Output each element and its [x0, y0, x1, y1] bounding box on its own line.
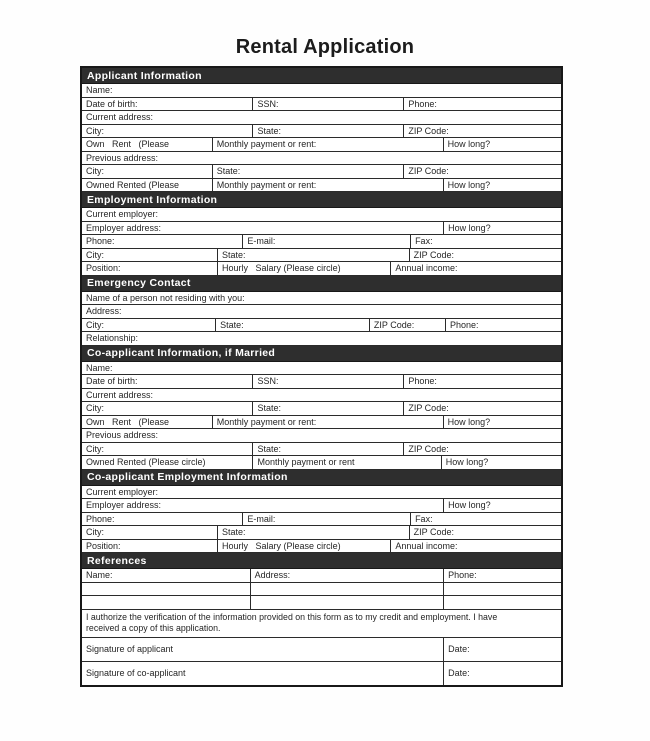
field-state	[253, 443, 404, 456]
field-label: State:	[222, 527, 246, 537]
field-label: Phone:	[450, 319, 479, 330]
field-employer-address	[82, 222, 444, 235]
field-label: Monthly payment or rent:	[216, 179, 317, 190]
field-label: Position:	[86, 263, 121, 273]
date-co-applicant-label: Date:	[448, 668, 470, 678]
field-relationship	[82, 332, 561, 345]
section-header-label: Applicant Information	[87, 69, 202, 82]
form-row	[82, 262, 561, 276]
signature-row-co-applicant	[82, 662, 561, 685]
field-phone	[444, 569, 561, 582]
rental-application-form	[80, 66, 563, 687]
field-phone	[404, 98, 561, 111]
field-zip-code	[410, 526, 561, 539]
field-label: How long?	[447, 179, 491, 190]
field-date-of-birth	[82, 375, 253, 388]
field-label: Annual income:	[395, 540, 458, 551]
section-header-label: References	[87, 554, 147, 567]
field-own-rent-please	[82, 138, 213, 151]
field-label: Phone:	[408, 376, 437, 386]
field-label: Address:	[86, 306, 122, 316]
field-blank	[82, 583, 251, 596]
field-label: Monthly payment or rent:	[216, 139, 317, 149]
field-label: City:	[86, 125, 104, 136]
field-label: State:	[257, 403, 281, 413]
form-sections	[82, 68, 561, 610]
field-label: State:	[257, 125, 281, 136]
field-label: ZIP Code:	[408, 443, 449, 454]
field-current-employer	[82, 486, 561, 499]
field-date-of-birth	[82, 98, 253, 111]
field-date-co-applicant	[444, 662, 561, 685]
field-previous-address	[82, 429, 561, 442]
field-label: Relationship:	[86, 333, 139, 343]
form-row	[82, 362, 561, 376]
form-row	[82, 456, 561, 470]
field-annual-income	[391, 262, 561, 275]
field-label: How long?	[447, 416, 491, 427]
field-label: City:	[86, 319, 104, 330]
field-label: Previous address:	[86, 152, 159, 163]
field-label: City:	[86, 443, 104, 454]
field-e-mail	[243, 235, 411, 248]
field-label: Address:	[254, 570, 291, 580]
field-zip-code	[404, 165, 561, 178]
field-state	[253, 125, 404, 138]
field-e-mail	[243, 513, 411, 526]
section-header-label: Employment Information	[87, 193, 218, 206]
form-row	[82, 526, 561, 540]
field-label: City:	[86, 249, 104, 260]
form-row	[82, 443, 561, 457]
field-city	[82, 165, 213, 178]
field-label: Date of birth:	[86, 376, 138, 386]
form-row	[82, 179, 561, 193]
field-label: Phone:	[86, 513, 115, 524]
field-current-address	[82, 389, 561, 402]
field-monthly-payment-or-rent	[213, 416, 444, 429]
field-how-long	[444, 138, 561, 151]
form-row	[82, 165, 561, 179]
field-city	[82, 443, 253, 456]
field-label: ZIP Code:	[413, 249, 454, 260]
form-row	[82, 332, 561, 346]
field-name	[82, 362, 561, 375]
form-row	[82, 540, 561, 554]
form-row	[82, 596, 561, 610]
field-annual-income	[391, 540, 561, 553]
form-row	[82, 152, 561, 166]
field-current-employer	[82, 208, 561, 221]
field-label: ZIP Code:	[413, 527, 454, 537]
field-phone	[446, 319, 561, 332]
form-row	[82, 249, 561, 263]
field-label: How long?	[447, 139, 491, 149]
field-phone	[404, 375, 561, 388]
field-city	[82, 249, 218, 262]
field-position	[82, 262, 218, 275]
field-zip-code	[404, 402, 561, 415]
field-label: Current address:	[86, 112, 154, 122]
field-label: City:	[86, 166, 104, 176]
acknowledgement-row	[82, 610, 561, 638]
field-label: State:	[216, 166, 241, 176]
field-label: Owned Rented (Please	[86, 179, 180, 190]
field-label: Current employer:	[86, 486, 159, 497]
field-zip-code	[410, 249, 561, 262]
form-row	[82, 305, 561, 319]
field-how-long	[444, 222, 561, 235]
signature-co-applicant-label: Signature of co-applicant	[86, 668, 186, 678]
form-row	[82, 235, 561, 249]
field-label: Hourly Salary (Please circle)	[222, 540, 341, 551]
form-row	[82, 222, 561, 236]
field-state	[213, 165, 405, 178]
field-own-rent-please	[82, 416, 213, 429]
field-employer-address	[82, 499, 444, 512]
section-header-label: Co-applicant Information, if Married	[87, 347, 276, 359]
field-city	[82, 125, 253, 138]
field-name-of-a-person-not-residing-with-you	[82, 292, 561, 305]
field-blank	[251, 596, 445, 609]
field-how-long	[444, 416, 561, 429]
form-row	[82, 84, 561, 98]
field-label: Previous address:	[86, 430, 159, 440]
field-label: SSN:	[257, 376, 279, 386]
field-label: E-mail:	[247, 513, 276, 524]
field-label: Phone:	[448, 570, 477, 580]
section-header-references	[82, 553, 561, 569]
field-name	[82, 84, 561, 97]
section-header-co-applicant-information-if-married	[82, 346, 561, 362]
acknowledgement-text: I authorize the verification of the information provided on this form as to my credit and employment. I have received a copy of this application.	[86, 611, 498, 633]
form-row	[82, 486, 561, 500]
field-label: State:	[257, 443, 281, 454]
section-header-employment-information	[82, 192, 561, 208]
field-position	[82, 540, 218, 553]
signature-row-applicant	[82, 638, 561, 662]
form-row	[82, 513, 561, 527]
field-zip-code	[370, 319, 446, 332]
field-date-applicant	[444, 638, 561, 661]
field-state	[218, 249, 410, 262]
field-label: Name of a person not residing with you:	[86, 292, 245, 303]
field-phone	[82, 513, 243, 526]
field-city	[82, 526, 218, 539]
form-row	[82, 499, 561, 513]
field-label: Monthly payment or rent:	[216, 416, 317, 427]
field-owned-rented-please	[82, 179, 213, 192]
field-label: ZIP Code:	[408, 403, 449, 413]
field-address	[82, 305, 561, 318]
field-zip-code	[404, 125, 561, 138]
field-label: SSN:	[257, 98, 279, 109]
field-label: Current address:	[86, 389, 154, 400]
field-phone	[82, 235, 243, 248]
field-label: How long?	[448, 222, 491, 233]
field-how-long	[444, 499, 561, 512]
field-blank	[251, 583, 445, 596]
form-row	[82, 583, 561, 597]
section-header-label: Emergency Contact	[87, 277, 191, 289]
section-header-co-applicant-employment-information	[82, 470, 561, 486]
form-row	[82, 138, 561, 152]
field-label: Name:	[86, 362, 113, 373]
form-row	[82, 402, 561, 416]
field-blank	[444, 596, 561, 609]
field-label: How long?	[445, 457, 489, 467]
field-fax	[411, 235, 561, 248]
field-label: Fax:	[415, 513, 433, 524]
field-label: City:	[86, 527, 104, 537]
field-label: Name:	[86, 570, 113, 580]
field-address	[251, 569, 445, 582]
section-header-applicant-information	[82, 68, 561, 84]
field-hourly-salary-please-circle	[218, 262, 391, 275]
field-ssn	[253, 375, 404, 388]
field-state	[216, 319, 370, 332]
field-label: Monthly payment or rent	[257, 457, 355, 467]
field-blank	[82, 596, 251, 609]
field-city	[82, 319, 216, 332]
field-label: How long?	[448, 500, 491, 510]
field-label: Hourly Salary (Please circle)	[222, 263, 341, 273]
field-label: Date of birth:	[86, 98, 138, 109]
field-how-long	[444, 179, 561, 192]
field-label: Employer address:	[86, 500, 162, 510]
form-row	[82, 292, 561, 306]
field-label: State:	[220, 319, 244, 330]
field-signature-of-co-applicant	[82, 662, 444, 685]
field-label: Own Rent (Please	[86, 416, 170, 427]
date-applicant-label: Date:	[448, 644, 470, 654]
form-row	[82, 208, 561, 222]
form-row	[82, 319, 561, 333]
field-label: Phone:	[86, 236, 115, 246]
field-city	[82, 402, 253, 415]
section-header-emergency-contact	[82, 276, 561, 292]
field-hourly-salary-please-circle	[218, 540, 391, 553]
field-owned-rented-please-circle	[82, 456, 253, 469]
field-label: ZIP Code:	[408, 166, 449, 176]
field-signature-of-applicant	[82, 638, 444, 661]
field-monthly-payment-or-rent	[213, 138, 444, 151]
field-label: Position:	[86, 540, 121, 551]
form-row	[82, 125, 561, 139]
field-ssn	[253, 98, 404, 111]
form-row	[82, 98, 561, 112]
field-zip-code	[404, 443, 561, 456]
field-label: Own Rent (Please	[86, 139, 170, 149]
field-monthly-payment-or-rent	[213, 179, 444, 192]
form-row	[82, 429, 561, 443]
field-blank	[444, 583, 561, 596]
field-label: Current employer:	[86, 209, 159, 219]
field-label: Name:	[86, 85, 113, 95]
field-label: Employer address:	[86, 222, 162, 233]
field-label: ZIP Code:	[373, 319, 415, 330]
field-previous-address	[82, 152, 561, 165]
signature-applicant-label: Signature of applicant	[86, 644, 174, 654]
form-row	[82, 375, 561, 389]
field-label: State:	[222, 249, 246, 260]
form-row	[82, 416, 561, 430]
field-label: Phone:	[408, 98, 437, 109]
form-row	[82, 111, 561, 125]
field-state	[253, 402, 404, 415]
form-row	[82, 569, 561, 583]
field-label: E-mail:	[247, 236, 276, 246]
field-label: Fax:	[415, 236, 433, 246]
field-state	[218, 526, 410, 539]
field-label: City:	[86, 403, 104, 413]
form-row	[82, 389, 561, 403]
field-fax	[411, 513, 561, 526]
field-current-address	[82, 111, 561, 124]
page-title: Rental Application	[235, 36, 415, 58]
field-monthly-payment-or-rent	[253, 456, 441, 469]
section-header-label: Co-applicant Employment Information	[87, 471, 288, 483]
field-how-long	[442, 456, 561, 469]
field-label: ZIP Code:	[408, 125, 449, 136]
field-label: Annual income:	[395, 263, 458, 273]
field-label: Owned Rented (Please circle)	[86, 457, 206, 467]
field-name	[82, 569, 251, 582]
